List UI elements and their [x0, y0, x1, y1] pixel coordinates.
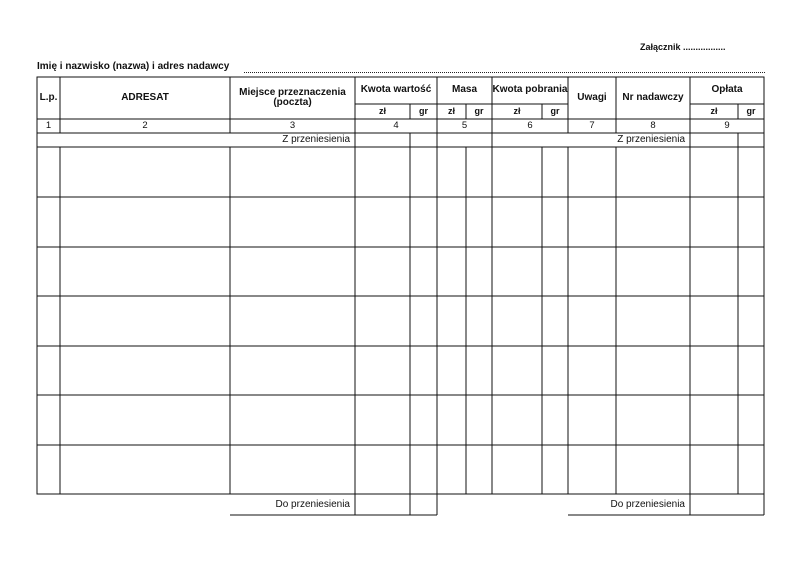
column-number: 4	[393, 120, 399, 132]
column-number: 2	[142, 120, 148, 132]
header-kwota-wartosc: Kwota wartość	[360, 84, 432, 96]
subheader-zl: zł	[513, 105, 521, 116]
attachment-label: Załącznik .................	[640, 42, 726, 52]
header-nr-nadawczy: Nr nadawczy	[622, 91, 684, 103]
column-number: 7	[589, 120, 595, 132]
header-adresat: ADRESAT	[121, 91, 169, 103]
subheader-zl: zł	[710, 105, 718, 116]
header-uwagi: Uwagi	[577, 91, 607, 103]
subheader-gr: gr	[474, 105, 484, 116]
carry-out-label: Do przeniesienia	[275, 499, 350, 510]
column-number: 3	[289, 120, 296, 132]
header-oplata: Opłata	[711, 84, 743, 96]
column-number: 1	[45, 120, 52, 132]
subheader-zl: zł	[378, 105, 386, 116]
carry-in-label: Z przeniesienia	[617, 134, 685, 145]
carry-out-label: Do przeniesienia	[610, 499, 685, 510]
header-miejsce: Miejsce przeznaczenia (poczta)	[239, 86, 346, 108]
carry-in-label: Z przeniesienia	[282, 134, 350, 145]
subheader-gr: gr	[550, 105, 560, 116]
column-number: 5	[461, 120, 468, 132]
subheader-zl: zł	[447, 105, 455, 116]
header-kwota-pobrania: Kwota pobrania	[492, 84, 568, 96]
sender-label: Imię i nazwisko (nazwa) i adres nadawcy	[37, 61, 230, 72]
header-lp: L.p.	[39, 91, 58, 103]
subheader-gr: gr	[419, 105, 428, 116]
header-masa: Masa	[451, 84, 477, 96]
column-number: 9	[724, 120, 730, 132]
column-number: 8	[650, 120, 656, 132]
column-number: 6	[527, 120, 533, 132]
subheader-gr: gr	[746, 105, 756, 116]
